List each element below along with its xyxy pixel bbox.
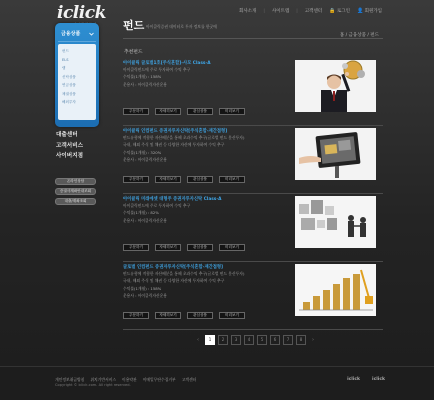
util-link-sitemap[interactable]: 사이트맵 bbox=[271, 9, 290, 14]
fund-actions bbox=[123, 244, 245, 251]
footer-brands bbox=[347, 377, 385, 382]
fund-description: 펀드유형에 적합한 자산배분을 통해 초과수익 추구(글로벌 펀드 분산투자) bbox=[123, 271, 245, 276]
fund-thumbnail-tablet[interactable] bbox=[295, 128, 376, 180]
order-button[interactable]: 주문하기 bbox=[123, 312, 149, 319]
sidebar-item-trust[interactable]: 신탁상품 bbox=[62, 74, 76, 79]
fund-manager: 운용사 : 아이클릭자산운용 bbox=[123, 217, 168, 223]
fund-thumbnail-businessman[interactable] bbox=[295, 60, 376, 112]
sidebar-item-pension[interactable]: 연금상품 bbox=[62, 83, 76, 88]
product-menu-title: 금융상품 bbox=[61, 31, 81, 37]
util-link-join[interactable]: 👤 회원가입 bbox=[356, 8, 382, 14]
fund-thumbnail-coin-stacks[interactable] bbox=[295, 264, 376, 316]
footer-link-support[interactable]: 고객센터 bbox=[181, 377, 197, 382]
preview-button[interactable]: 미리보기 bbox=[219, 312, 245, 319]
page-button-6[interactable]: 6 bbox=[270, 335, 280, 345]
util-link-login[interactable]: 🔒 로그인 bbox=[329, 8, 350, 14]
fund-actions bbox=[123, 176, 245, 183]
sidebar-link-service[interactable]: 고객서비스 bbox=[56, 142, 84, 149]
lock-icon: 🔒 bbox=[329, 8, 336, 14]
sidebar-link-loan[interactable]: 대출센터 bbox=[56, 132, 78, 138]
fund-name-link[interactable]: 아이클릭 미래에셋 대형주 증권자투자신탁 Class-A bbox=[123, 197, 222, 202]
fund-thumbnail-silhouettes[interactable] bbox=[295, 196, 376, 248]
wishlist-button[interactable]: 관심상품 bbox=[187, 312, 213, 319]
footer-link-privacy[interactable]: 개인정보취급방침 bbox=[55, 377, 85, 382]
fund-return: 수익률(1개월) : 158% bbox=[123, 285, 162, 291]
fund-item bbox=[123, 264, 383, 330]
fund-item bbox=[123, 196, 383, 262]
preview-button[interactable]: 미리보기 bbox=[219, 176, 245, 183]
logo-text: iclick bbox=[57, 3, 106, 23]
detail-button[interactable]: 자세히보기 bbox=[155, 312, 181, 319]
title-divider bbox=[123, 38, 383, 39]
preview-button[interactable]: 미리보기 bbox=[219, 108, 245, 115]
page-button-5[interactable]: 5 bbox=[257, 335, 267, 345]
sidebar-buttons bbox=[55, 178, 99, 205]
product-menu-header[interactable] bbox=[58, 27, 96, 42]
detail-button[interactable]: 자세히보기 bbox=[155, 244, 181, 251]
sidebar-link-cyber-branch[interactable]: 사이버지점 bbox=[56, 153, 84, 159]
product-menu-list bbox=[58, 44, 96, 120]
fund-return: 수익률(1개월) : 82% bbox=[123, 210, 159, 216]
sidebar-item-els[interactable]: ELS bbox=[62, 57, 69, 62]
utility-nav: 회사소개 | 사이트맵 | 고객센터 🔒 로그인 👤 회원가입 bbox=[238, 8, 382, 14]
fund-description: 국내, 해외 주식 및 채권 등 다양한 자산에 투자하여 수익 추구 bbox=[123, 142, 225, 148]
fund-item bbox=[123, 60, 383, 126]
next-page-button[interactable]: › bbox=[312, 337, 314, 343]
product-menu bbox=[55, 23, 99, 127]
online-consult-button[interactable]: 온라인상담 bbox=[55, 178, 96, 185]
fund-item bbox=[123, 128, 383, 194]
footer-brand-2[interactable]: iclick bbox=[372, 377, 385, 382]
footer-link-email-policy[interactable]: 이메일무단수집거부 bbox=[142, 377, 176, 382]
user-icon: 👤 bbox=[356, 8, 364, 14]
breadcrumb: 홈 / 금융상품 / 펀드 bbox=[339, 33, 379, 38]
loan-inquiry-button[interactable]: 대출/계좌조회 bbox=[55, 198, 96, 205]
order-button[interactable]: 주문하기 bbox=[123, 176, 149, 183]
page-button-2[interactable]: 2 bbox=[218, 335, 228, 345]
fund-name-link[interactable]: 글로벌 인컴펀드 증권자투자신탁[주식혼합-재간접형] bbox=[123, 265, 224, 270]
pagination bbox=[194, 335, 317, 345]
wishlist-button[interactable]: 관심상품 bbox=[187, 108, 213, 115]
footer-link-location[interactable]: 위치기반서비스 bbox=[90, 377, 117, 382]
prev-page-button[interactable]: ‹ bbox=[197, 337, 199, 343]
order-button[interactable]: 주문하기 bbox=[123, 244, 149, 251]
fund-return: 수익률(1개월) : 320% bbox=[123, 149, 162, 155]
detail-button[interactable]: 자세히보기 bbox=[155, 176, 181, 183]
wishlist-button[interactable]: 관심상품 bbox=[187, 244, 213, 251]
fund-actions bbox=[123, 108, 245, 115]
section-title: 추천펀드 bbox=[124, 50, 143, 55]
footer-link-terms[interactable]: 이용약관 bbox=[122, 377, 137, 382]
fund-manager: 운용사 : 아이클릭자산운용 bbox=[123, 81, 168, 87]
footer bbox=[0, 366, 434, 400]
account-inquiry-button[interactable]: 증권사계좌안내조회 bbox=[55, 188, 96, 195]
util-link-support[interactable]: 고객센터 bbox=[304, 9, 323, 14]
fund-description: 아이클릭펀드에 주로 투자하여 수익 추구 bbox=[123, 203, 191, 208]
fund-manager: 운용사 : 아이클릭자산운용 bbox=[123, 156, 168, 162]
fund-actions bbox=[123, 312, 245, 319]
detail-button[interactable]: 자세히보기 bbox=[155, 108, 181, 115]
fund-description: 펀드유형에 적합한 자산배분을 통해 초과수익 추구(글로벌 펀드 분산투자) bbox=[123, 135, 245, 140]
fund-name-link[interactable]: 아이클릭 인컴펀드 증권자투자신탁[주식혼합-재간접형] bbox=[123, 129, 228, 134]
page-button-7[interactable]: 7 bbox=[283, 335, 293, 345]
page-button-3[interactable]: 3 bbox=[231, 335, 241, 345]
fund-list bbox=[123, 58, 383, 330]
page-description: 아이클릭증권 데이터로 투자 정보를 한곳에 bbox=[146, 24, 217, 29]
wishlist-button[interactable]: 관심상품 bbox=[187, 176, 213, 183]
chevron-down-icon bbox=[89, 32, 94, 36]
left-sidebar bbox=[55, 23, 99, 205]
page-title: 펀드 bbox=[123, 19, 145, 32]
fund-description: 아이클릭펀드에 주로 투자하여 수익 추구 bbox=[123, 67, 191, 72]
sidebar-links bbox=[55, 130, 99, 162]
fund-manager: 운용사 : 아이클릭자산운용 bbox=[123, 292, 168, 298]
sidebar-item-fund[interactable]: 펀드 bbox=[62, 49, 69, 54]
fund-description: 국내, 해외 주식 및 채권 등 다양한 자산에 투자하여 수익 추구 bbox=[123, 278, 225, 284]
main-content bbox=[123, 19, 383, 317]
sidebar-item-overseas[interactable]: 해외투자 bbox=[62, 100, 76, 105]
fund-name-link[interactable]: 아이클릭 글로벌1호[주식혼합]-사모 Class-A bbox=[123, 61, 211, 66]
sidebar-item-wrap[interactable]: 랩 bbox=[62, 66, 66, 71]
copyright: Copyright © iclick.com. All right reserved. bbox=[55, 383, 131, 387]
preview-button[interactable]: 미리보기 bbox=[219, 244, 245, 251]
footer-brand-1[interactable]: iclick bbox=[347, 377, 361, 382]
page-button-1[interactable]: 1 bbox=[205, 335, 215, 345]
page-button-4[interactable]: 4 bbox=[244, 335, 254, 345]
order-button[interactable]: 주문하기 bbox=[123, 108, 149, 115]
fund-return: 수익률(1개월) : 158% bbox=[123, 74, 162, 80]
page-button-8[interactable]: 8 bbox=[296, 335, 306, 345]
util-link-about[interactable]: 회사소개 bbox=[238, 9, 257, 14]
sidebar-item-bond[interactable]: 채권상품 bbox=[62, 91, 76, 96]
